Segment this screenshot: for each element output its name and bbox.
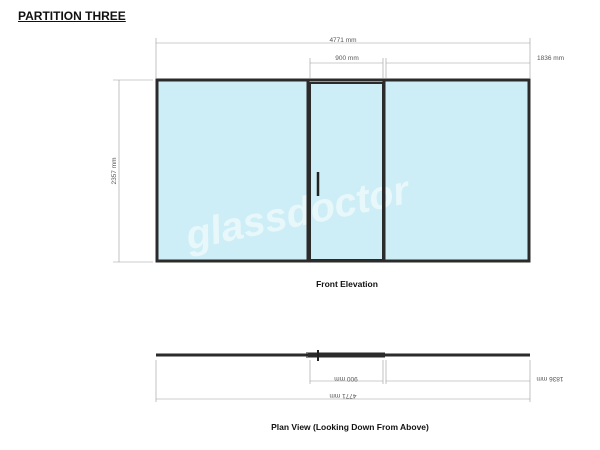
plan-overall-width-label: 4771 mm bbox=[329, 392, 357, 399]
door-width-dimension bbox=[310, 55, 383, 78]
plan-view bbox=[156, 350, 530, 361]
right-glass-panel bbox=[385, 80, 529, 261]
height-dimension bbox=[111, 80, 153, 262]
plan-right-panel-width-dimension bbox=[386, 360, 564, 384]
plan-door-width-dimension bbox=[310, 360, 383, 384]
plan-view-caption: Plan View (Looking Down From Above) bbox=[271, 422, 429, 432]
page-title: PARTITION THREE bbox=[18, 9, 126, 23]
front-elevation-caption: Front Elevation bbox=[316, 279, 378, 289]
height-label: 2357 mm bbox=[111, 157, 118, 185]
plan-door-width-label: 900 mm bbox=[334, 375, 358, 382]
right-panel-width-label: 1836 mm bbox=[537, 55, 565, 62]
door-width-label: 900 mm bbox=[335, 55, 359, 62]
plan-right-panel-width-label: 1836 mm bbox=[536, 375, 564, 382]
watermark: glassdoctor bbox=[181, 168, 413, 259]
front-elevation bbox=[157, 80, 529, 261]
right-panel-width-dimension bbox=[386, 55, 564, 78]
overall-width-label: 4771 mm bbox=[329, 37, 357, 44]
door-glass-panel bbox=[310, 83, 383, 259]
